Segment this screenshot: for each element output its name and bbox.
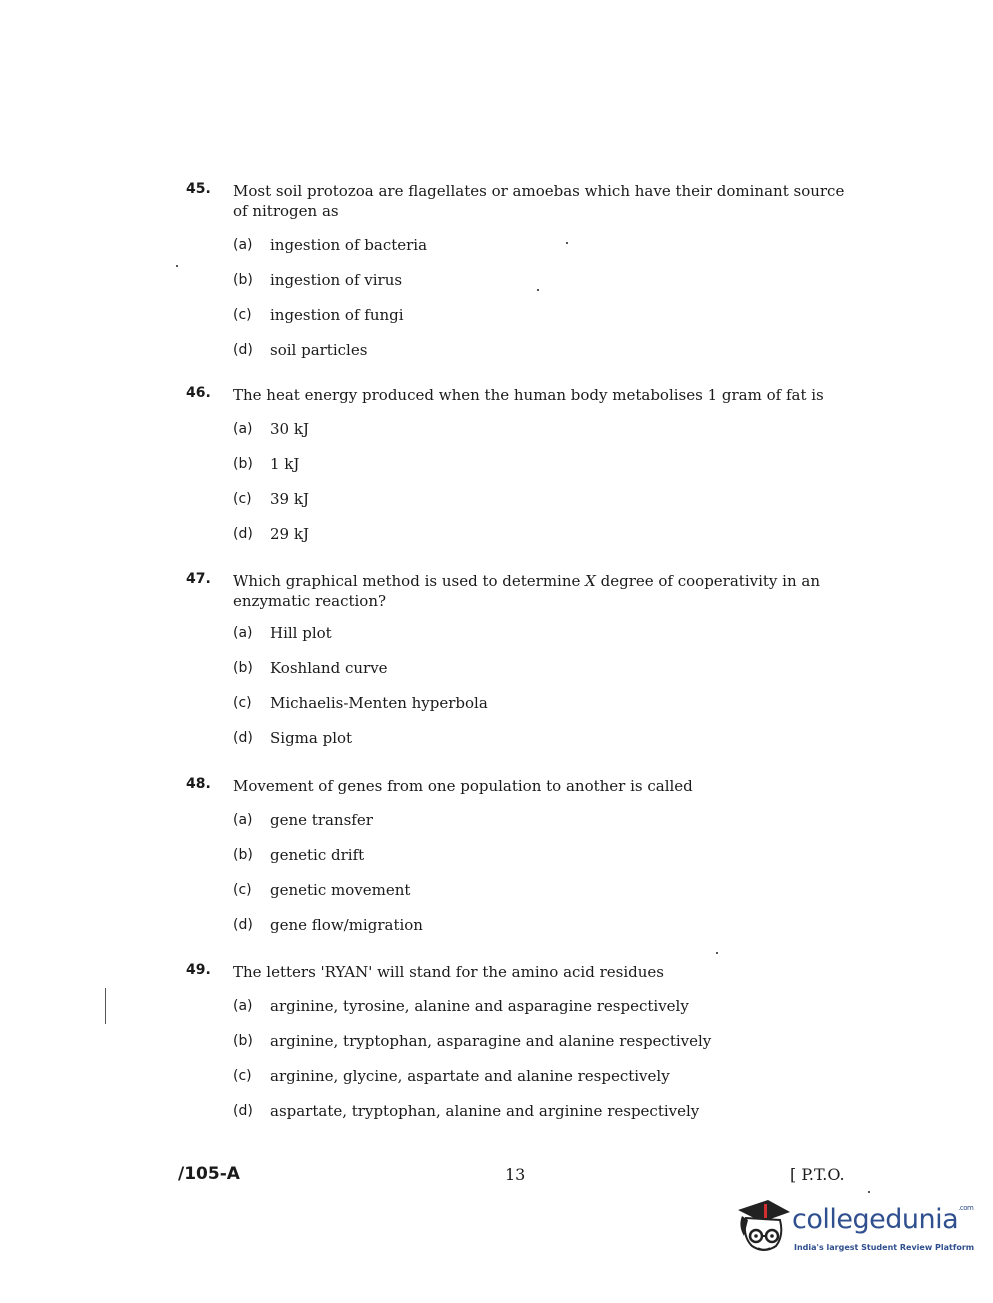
question-number: 46.: [186, 385, 211, 401]
brand-name: collegedunia$^{.com}$: [792, 1204, 974, 1235]
question-number: 45.: [186, 181, 211, 197]
scan-line: [105, 988, 106, 1024]
question-number: 48.: [186, 776, 211, 792]
paper-code: /105-A: [178, 1164, 240, 1184]
scan-speck: [566, 242, 568, 244]
question-text: Movement of genes from one population to another is called: [233, 777, 693, 795]
question-text: The heat energy produced when the human body metabolises 1 gram of fat is: [233, 386, 824, 404]
scan-speck: [868, 1191, 870, 1193]
brand-tagline: India's largest Student Review Platform: [794, 1243, 975, 1252]
collegedunia-logo: [734, 1196, 975, 1260]
please-turn-over: [ P.T.O.: [790, 1165, 845, 1184]
question-number: 49.: [186, 962, 211, 978]
scan-speck: [716, 952, 718, 954]
page-number: 13: [505, 1165, 526, 1184]
exam-page: 45. Most soil protozoa are flagellates or amoebas which have their dominant source of nitrogen as (a) ingestion of bacteria (b) ingestion of virus (c) ingestion of fungi (d) soil particles 46. The heat energy produced when the human body metabolises 1 gram of fat is (a) 30 kJ (b) 1 kJ (c) 39 kJ (d) 29 kJ 47. Which graphical method is used to determine X degree of cooperativity in an enzymatic reaction? (a) Hill plot (b) Koshland curve (c) Michaelis-Menten hyperbola (d) Sigma plot 48. Movement of genes from one population to another is called (a) gene transfer (b) genetic drift (c) genetic movement (d) gene flow/migration 49. The letters 'RYAN' will stand for the amino acid residues (a) arginine, tyrosine, alanine and asparagine respectively (b) arginine, tryptophan, asparagine and alanine respectively (c) arginine, glycine, aspartate and alanine respectively (d) aspartate, tryptophan, alanine and arginine respectively /105-A 13 [ P.T.O. collegedunia$^{.com}$ India's largest Student Review Platform: [0, 0, 993, 1303]
question-text: Which graphical method is used to determine X degree of cooperativity in an enzymatic reaction?: [233, 572, 820, 610]
scan-speck: [176, 265, 178, 267]
student-mascot-icon: [734, 1196, 794, 1258]
scan-speck: [537, 289, 539, 291]
question-text: The letters 'RYAN' will stand for the amino acid residues: [233, 963, 664, 981]
question-number: 47.: [186, 571, 211, 587]
question-text: Most soil protozoa are flagellates or amoebas which have their dominant source of nitrogen as: [233, 182, 845, 220]
